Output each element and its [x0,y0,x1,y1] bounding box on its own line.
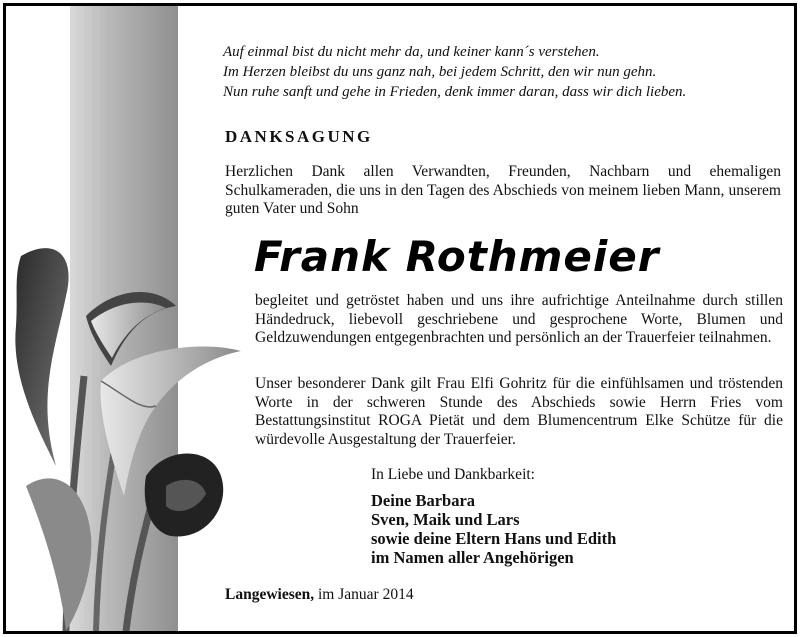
signer-line: im Namen aller Angehörigen [371,548,574,567]
calla-lily-illustration [6,236,246,631]
heading-danksagung: DANKSAGUNG [225,127,373,146]
body-paragraph-1: begleitet und getröstet haben und uns ihre aufrichtige Anteilnahme durch stillen Händedruck, liebevoll geschriebene und gesprochene Worte, Blumen und Geldzuwendungen entgegenbrachten und persönlich an der Trauerfeier teilnahmen. [255,292,783,346]
poem-line: Nun ruhe sanft und gehe in Frieden, denk immer daran, dass wir dich lieben. [223,84,687,100]
closing-phrase: In Liebe und Dankbarkeit: [371,466,535,483]
memorial-poem [223,42,783,102]
place-name: Langewiesen, [225,586,315,603]
signer-line: Deine Barbara [371,491,476,510]
date-text: im Januar 2014 [318,586,414,603]
intro-paragraph: Herzlichen Dank allen Verwandten, Freunden, Nachbarn und ehemaligen Schulkameraden, die uns in den Tagen des Abschieds von meinem lieben Mann, unserem guten Vater und Sohn [225,163,781,217]
poem-line: Im Herzen bleibst du uns ganz nah, bei jedem Schritt, den wir nun gehn. [223,64,657,80]
poem-line: Auf einmal bist du nicht mehr da, und keiner kann´s verstehen. [223,44,600,60]
obituary-frame [3,3,797,634]
deceased-name: Frank Rothmeier [254,232,660,281]
body-paragraph-2: Unser besonderer Dank gilt Frau Elfi Gohritz für die einfühlsamen und tröstenden Worte in der schweren Stunde des Abschieds sowie Herrn Fries vom Bestattungsinstitut ROGA Pietät und dem Blumencentrum Elke Schütze für die würdevolle Ausgestaltung der Trauerfeier. [255,375,783,448]
signers-list [371,491,616,567]
place-date-line [225,586,414,604]
signer-line: sowie deine Eltern Hans und Edith [371,529,617,548]
signer-line: Sven, Maik und Lars [371,510,520,529]
